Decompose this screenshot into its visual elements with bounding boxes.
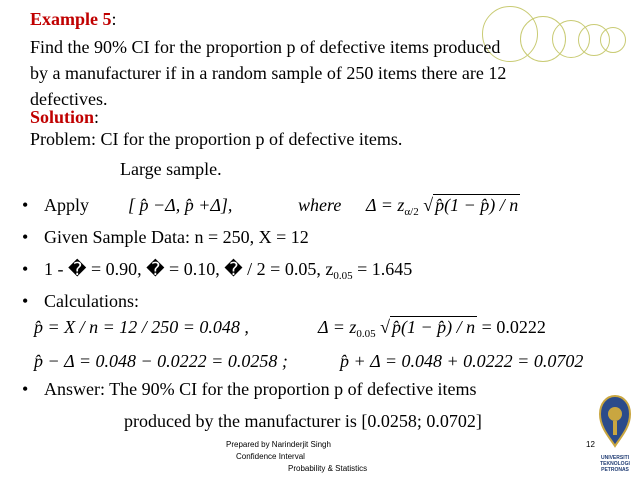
apply-delta-eq: Δ = z [366,195,405,215]
example-heading [30,8,117,30]
logo-emblem-icon [596,394,634,450]
example-label: Example 5 [30,9,112,29]
logo-text-2: TEKNOLOGI [600,461,630,467]
sqrt-icon: √ [423,195,434,215]
solution-colon: : [94,107,100,127]
problem-text-line-1: Find the 90% CI for the proportion p of defective items produced [30,37,501,57]
answer-line-1: Answer: The 90% CI for the proportion p of defective items [44,379,477,399]
problem-text-line-3: defectives. [30,89,108,109]
example-colon: : [111,9,117,29]
problem-line: Problem: CI for the proportion p of defective items. [30,129,403,149]
alpha-line-tail: = 1.645 [352,259,413,279]
page-number: 12 [586,440,595,449]
logo-text-3: PETRONAS [601,467,629,473]
decor-circle-5 [600,27,626,53]
sqrt-icon: √ [380,317,391,337]
calc-phat: p̂ = X / n = 12 / 250 = 0.048 , [34,317,249,337]
solution-heading [30,106,99,128]
bullet-alpha: • [22,259,29,279]
apply-where: where [298,195,342,215]
apply-z-subscript: α/2 [404,206,419,218]
apply-label: Apply [44,195,89,215]
calc-delta [318,316,546,341]
logo-text-1: UNIVERSITI [600,455,630,461]
large-sample-text: Large sample. [120,159,222,179]
calc-delta-left: Δ = z [318,317,357,337]
calc-lower-bound: p̂ − Δ = 0.048 − 0.0222 = 0.0258 ; [34,351,288,371]
given-data-text: Given Sample Data: n = 250, X = 12 [44,227,309,247]
apply-delta-formula [366,194,520,219]
bullet-apply: • [22,195,29,215]
calculations-label: Calculations: [44,291,139,311]
answer-line-2: produced by the manufacturer is [0.0258; 0.0702] [124,411,482,431]
bullet-answer: • [22,379,29,399]
calc-delta-sqrt: p̂(1 − p̂) / n [392,317,476,337]
university-logo [596,394,634,473]
bullet-given: • [22,227,29,247]
footer-course: Probability & Statistics [288,464,368,473]
alpha-line [44,258,412,283]
apply-sqrt-body: p̂(1 − p̂) / n [435,195,519,215]
alpha-z-subscript: 0.05 [333,270,353,282]
alpha-line-text: 1 - � = 0.90, � = 0.10, � / 2 = 0.05, z [44,259,334,279]
calc-upper-bound: p̂ + Δ = 0.048 + 0.0222 = 0.0702 [340,351,584,371]
solution-label: Solution [30,107,95,127]
calc-delta-right: = 0.0222 [481,317,546,337]
problem-text-line-2: by a manufacturer if in a random sample of 250 items there are 12 [30,63,507,83]
bullet-calculations: • [22,291,29,311]
footer-author: Prepared by Narinderjit Singh [226,440,331,449]
calc-delta-subscript: 0.05 [356,328,376,340]
apply-interval-formula: [ p̂ −Δ, p̂ +Δ], [128,195,233,215]
footer-topic: Confidence Interval [236,452,305,461]
